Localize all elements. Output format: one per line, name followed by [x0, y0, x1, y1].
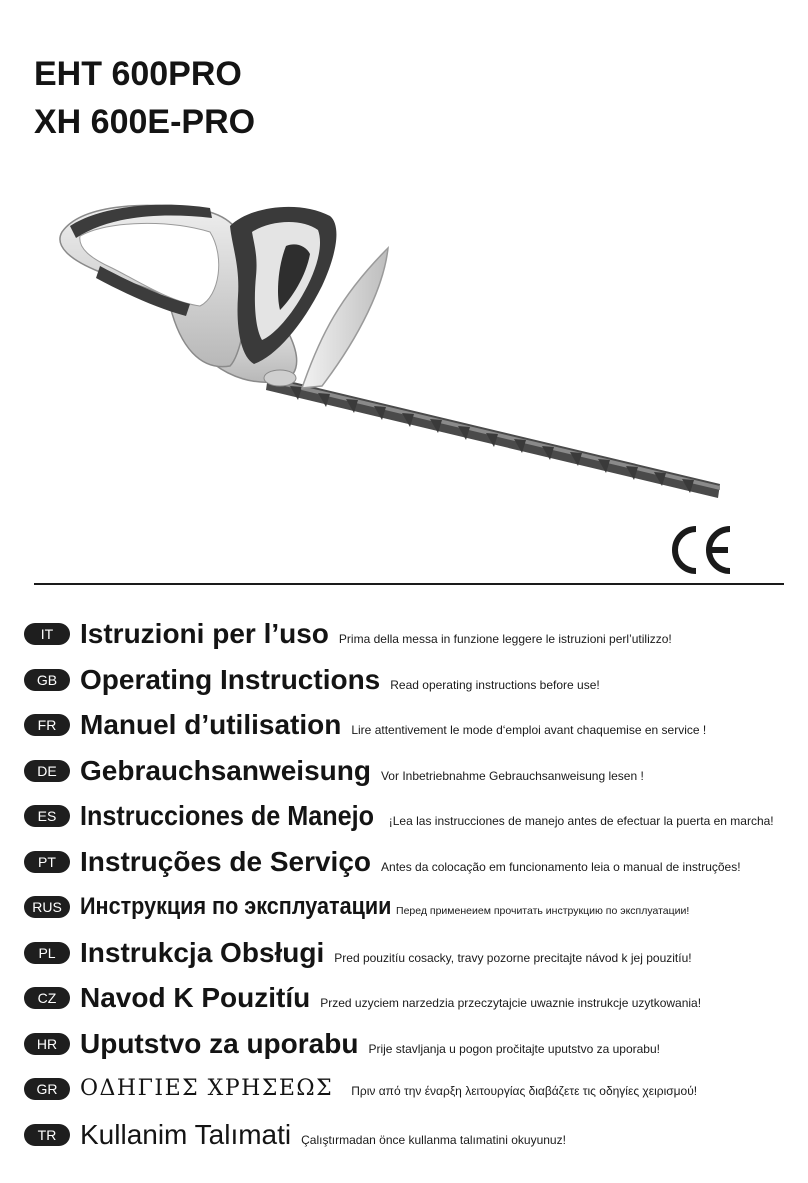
lang-title: ΟΔΗΓΙΕΣ ΧΡΗΣΕΩΣ	[80, 1076, 334, 1101]
lang-title: Kullanim Talımati	[80, 1118, 292, 1150]
lang-row-de	[24, 751, 804, 797]
lang-note: Prima della messa in funzione leggere le istruzioni perl’utilizzo!	[338, 632, 672, 646]
lang-title: Instrukcja Obsługi	[80, 936, 325, 968]
lang-row-pl	[24, 933, 804, 979]
lang-title: Istruzioni per l’uso	[80, 618, 329, 649]
lang-row-rus	[24, 887, 804, 933]
lang-row-tr	[24, 1115, 804, 1161]
title-block	[34, 50, 255, 146]
lang-title: Gebrauchsanweisung	[80, 754, 371, 786]
lang-note: Read operating instructions before use!	[390, 677, 600, 692]
lang-title: Instrucciones de Manejo	[80, 800, 375, 831]
lang-badge: HR	[24, 1033, 70, 1055]
lang-badge: CZ	[24, 987, 70, 1009]
lang-badge: PT	[24, 851, 70, 873]
lang-badge: IT	[24, 623, 70, 645]
blade-bar	[266, 376, 720, 498]
lang-row-cz	[24, 978, 804, 1024]
lang-note: Prije stavljanja u pogon pročitajte uputstvo za uporabu!	[368, 1041, 660, 1056]
lang-title: Manuel d’utilisation	[80, 709, 342, 740]
lang-badge: DE	[24, 760, 70, 782]
language-list	[24, 614, 804, 1160]
ce-mark-icon	[668, 524, 736, 576]
lang-title: Инструкция по эксплуатации	[80, 893, 392, 920]
lang-title: Operating Instructions	[80, 663, 381, 695]
lang-note: Przed uzyciem narzedzia przeczytajcie uwaznie instrukcje uzytkowania!	[320, 996, 702, 1010]
hedge-trimmer-image	[40, 186, 740, 516]
lang-note: Πριν από την έναρξη λειτουργίας διαβάζετε τις οδηγίες χειρισμού!	[351, 1084, 698, 1098]
lang-badge: TR	[24, 1124, 70, 1146]
lang-badge: GB	[24, 669, 70, 691]
lang-title: Instruções de Serviço	[80, 845, 372, 877]
lang-note: Çalıştırmadan önce kullanma talımatini okuyunuz!	[301, 1132, 566, 1147]
lang-title: Navod K Pouzitíu	[80, 982, 311, 1013]
lang-title: Uputstvo za uporabu	[80, 1027, 359, 1059]
lang-note: Pred pouzitíu cosacky, travy pozorne precitajte návod k jej pouzitíu!	[334, 950, 692, 965]
lang-note: Antes da colocação em funcionamento leia o manual de instruções!	[381, 859, 741, 874]
lang-row-gr	[24, 1069, 804, 1115]
lang-note: Vor Inbetriebnahme Gebrauchsanweisung lesen !	[380, 768, 644, 783]
lang-note: ¡Lea las instrucciones de manejo antes de efectuar la puerta en marcha!	[388, 814, 774, 828]
model-name-secondary: XH 600E-PRO	[34, 103, 256, 141]
model-name-primary: EHT 600PRO	[34, 55, 242, 93]
lang-row-hr	[24, 1024, 804, 1070]
lang-row-gb	[24, 660, 804, 706]
lang-note: Lire attentivement le mode d‘emploi avant chaquemise en service !	[351, 723, 707, 737]
lang-note: Перед применеием прочитать инструкцию по эксплуатации!	[396, 905, 690, 917]
lang-row-es	[24, 796, 804, 842]
lang-row-it	[24, 614, 804, 660]
lang-badge: GR	[24, 1078, 70, 1100]
lang-badge: PL	[24, 942, 70, 964]
lang-badge: ES	[24, 805, 70, 827]
divider	[34, 583, 784, 585]
lang-row-pt	[24, 842, 804, 888]
lang-row-fr	[24, 705, 804, 751]
lang-badge: FR	[24, 714, 70, 736]
ce-mark-label: CE	[668, 524, 670, 525]
lang-badge: RUS	[24, 896, 70, 918]
